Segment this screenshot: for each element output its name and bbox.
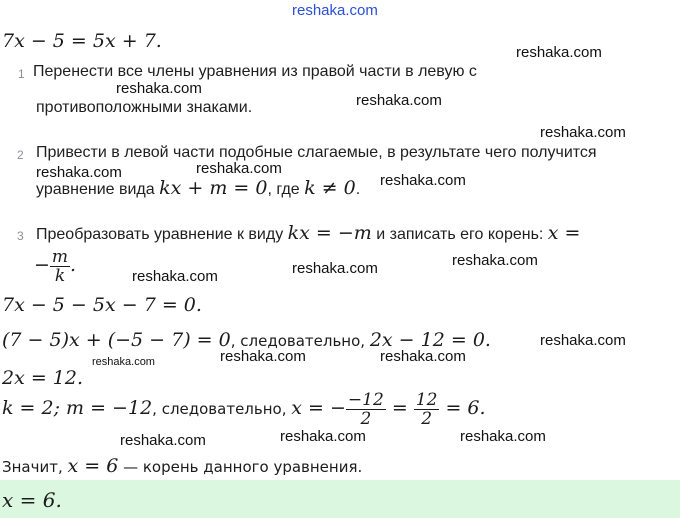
watermark[interactable]: reshaka.com: [516, 44, 602, 61]
step-2-text-a: уравнение вида: [36, 181, 160, 198]
fraction-2-num: 12: [415, 390, 438, 410]
fraction-2-den: 2: [414, 409, 440, 428]
solution-line-2-text: , следовательно,: [230, 332, 370, 350]
watermark[interactable]: reshaka.com: [280, 428, 366, 445]
solution-line-4-math-a: k = 2; m = −12: [2, 397, 153, 419]
watermark[interactable]: reshaka.com: [380, 348, 466, 365]
watermark[interactable]: reshaka.com: [220, 348, 306, 365]
step-1-number: 1: [18, 67, 25, 81]
solution-line-5-text-b: — корень данного уравнения.: [118, 458, 363, 476]
answer-box: [0, 480, 680, 518]
solution-line-4-text: , следовательно,: [152, 400, 292, 418]
solution-line-5-text-a: Значит,: [2, 458, 68, 476]
step-2-math-b: k ≠ 0: [304, 177, 356, 199]
solution-line-4-end: = 6.: [439, 397, 486, 419]
step-3-text-a: Преобразовать уравнение к виду: [36, 226, 288, 243]
solution-line-5-math: x = 6: [67, 455, 119, 477]
step-2-math-a: kx + m = 0: [159, 177, 268, 199]
step-3-frac-den: k: [50, 266, 70, 285]
solution-line-4-eq: =: [385, 397, 414, 419]
step-3-period: .: [70, 254, 77, 276]
watermark[interactable]: reshaka.com: [540, 332, 626, 349]
watermark[interactable]: reshaka.com: [36, 164, 122, 181]
watermark[interactable]: reshaka.com: [120, 432, 206, 449]
fraction-1-num: −12: [347, 390, 384, 410]
fraction-1: [346, 391, 386, 428]
step-3-math-a: kx = −m: [287, 222, 372, 244]
step-3-line1: [36, 222, 580, 244]
step-3-number: 3: [17, 229, 24, 243]
step-1-line2: противоположными знаками.: [36, 99, 253, 116]
watermark[interactable]: reshaka.com: [540, 124, 626, 141]
watermark[interactable]: reshaka.com: [460, 428, 546, 445]
step-3-line2: [34, 248, 76, 285]
solution-line-1: 7x − 5 − 5x − 7 = 0.: [2, 294, 202, 316]
solution-line-5: [2, 455, 362, 477]
solution-line-4: [2, 391, 486, 428]
fraction-1-den: 2: [346, 409, 386, 428]
step-2-text-c: .: [355, 181, 361, 198]
step-3-frac-num: m: [51, 247, 69, 267]
watermark[interactable]: reshaka.com: [196, 160, 282, 177]
step-2-line1: Привести в левой части подобные слагаемые, в результате чего получится: [36, 144, 597, 161]
watermark[interactable]: reshaka.com: [92, 356, 155, 368]
fraction-2: [414, 391, 440, 428]
watermark[interactable]: reshaka.com: [356, 92, 442, 109]
step-1-line1: Перенести все члены уравнения из правой части в левую с: [33, 63, 477, 80]
solution-line-4-x: x = −: [291, 397, 346, 419]
step-3-fraction: [50, 248, 70, 285]
watermark[interactable]: reshaka.com: [292, 260, 378, 277]
solution-line-3: 2x = 12.: [2, 367, 84, 389]
watermark[interactable]: reshaka.com: [116, 80, 202, 97]
watermark[interactable]: reshaka.com: [132, 268, 218, 285]
step-3-text-b: и записать его корень:: [371, 226, 548, 243]
step-3-math-b: x =: [547, 222, 581, 244]
equation: 7x − 5 = 5x + 7.: [2, 30, 162, 52]
watermark[interactable]: reshaka.com: [452, 252, 538, 269]
step-2-text-b: , где: [267, 181, 305, 198]
watermark-top[interactable]: reshaka.com: [292, 2, 378, 19]
step-2-number: 2: [17, 148, 24, 162]
solution-line-2-math-a: (7 − 5)x + (−5 − 7) = 0: [2, 329, 231, 351]
answer-text: x = 6.: [2, 488, 62, 512]
solution-line-2-math-b: 2x − 12 = 0.: [369, 329, 491, 351]
watermark[interactable]: reshaka.com: [380, 172, 466, 189]
step-3-minus: −: [34, 254, 50, 276]
